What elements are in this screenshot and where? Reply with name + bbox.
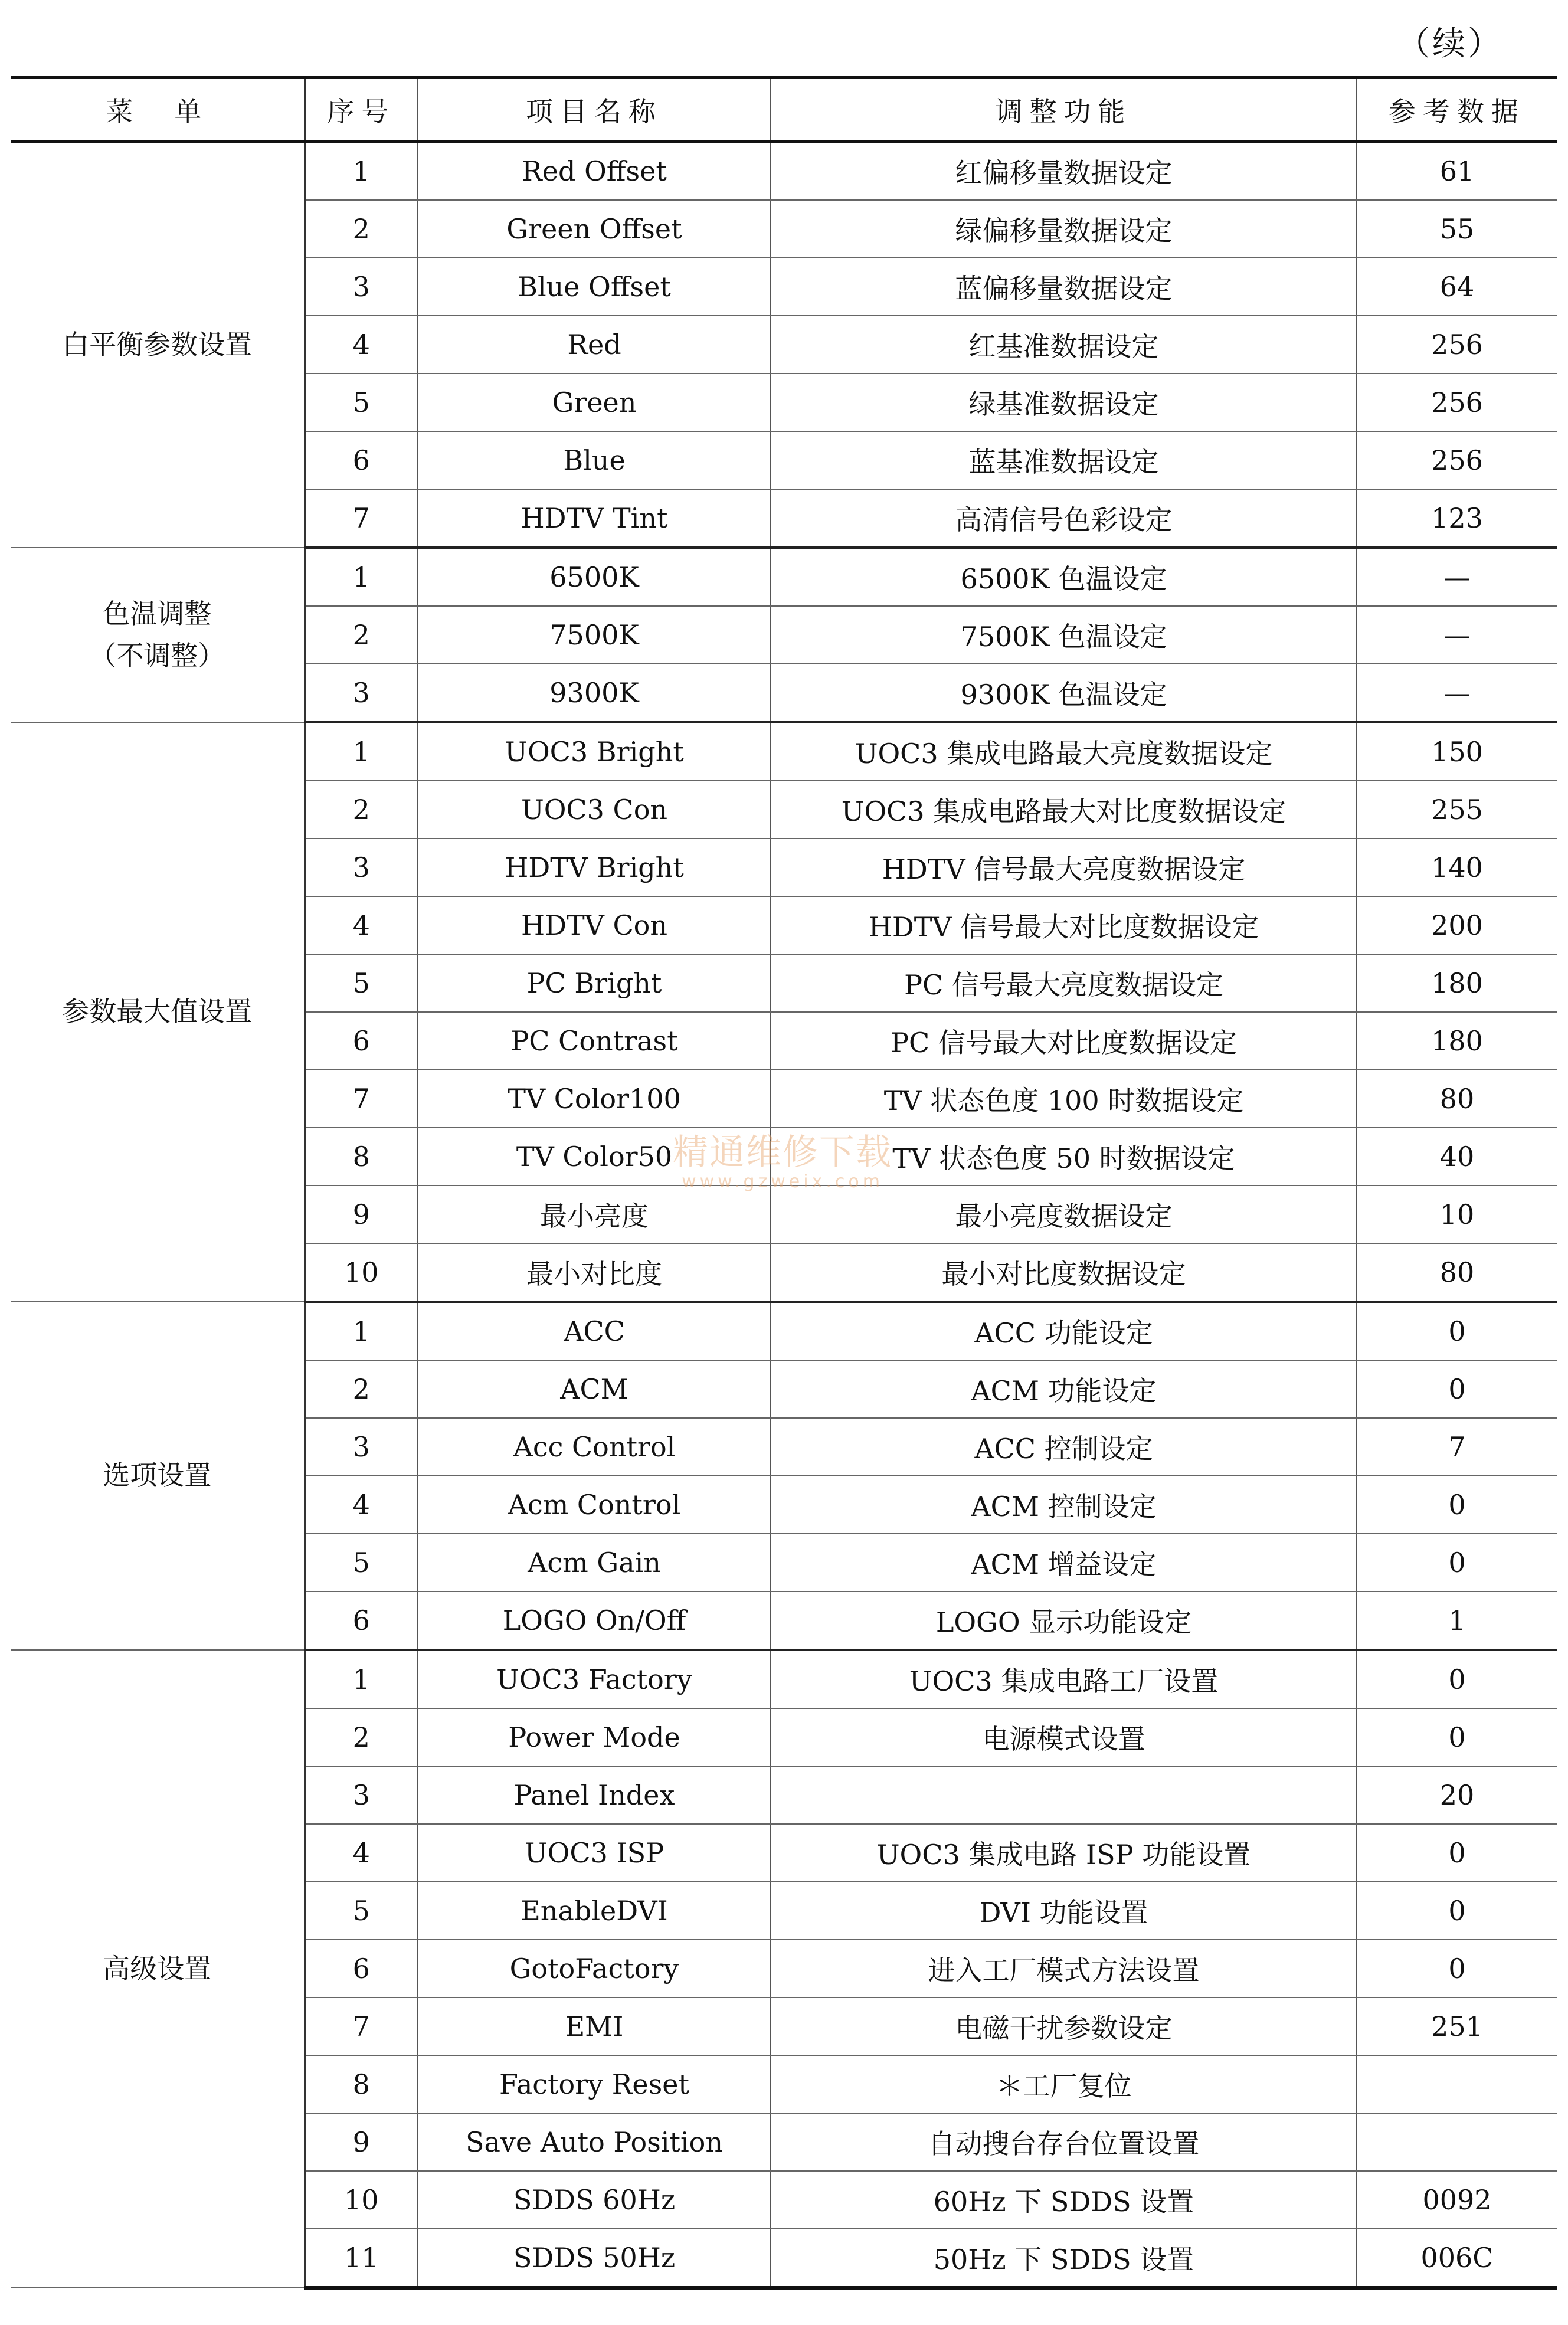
number-cell: 6 xyxy=(305,431,418,489)
item-name-cell: ACM xyxy=(418,1360,771,1418)
item-name-cell: Green Offset xyxy=(418,200,771,258)
item-name-cell: ACC xyxy=(418,1302,771,1360)
reference-cell: 140 xyxy=(1357,839,1557,896)
function-cell: UOC3 集成电路最大亮度数据设定 xyxy=(771,722,1357,781)
reference-cell: 0 xyxy=(1357,1824,1557,1882)
function-cell: 红基准数据设定 xyxy=(771,316,1357,374)
item-name-cell: UOC3 Con xyxy=(418,781,771,839)
reference-cell: 256 xyxy=(1357,316,1557,374)
function-cell: ＊工厂复位 xyxy=(771,2055,1357,2113)
number-cell: 5 xyxy=(305,1882,418,1940)
reference-cell: 0 xyxy=(1357,1534,1557,1592)
menu-cell xyxy=(11,142,305,548)
reference-cell: 0 xyxy=(1357,1302,1557,1360)
table-row xyxy=(11,548,1557,606)
function-cell: 进入工厂模式方法设置 xyxy=(771,1940,1357,1997)
function-cell: 60Hz 下 SDDS 设置 xyxy=(771,2171,1357,2229)
number-cell: 7 xyxy=(305,1070,418,1128)
number-cell: 10 xyxy=(305,1243,418,1302)
number-cell: 1 xyxy=(305,722,418,781)
reference-cell: 0 xyxy=(1357,1476,1557,1534)
function-cell: 蓝偏移量数据设定 xyxy=(771,258,1357,316)
reference-cell: 251 xyxy=(1357,1997,1557,2055)
number-cell: 5 xyxy=(305,1534,418,1592)
reference-cell: 180 xyxy=(1357,1012,1557,1070)
number-cell: 6 xyxy=(305,1592,418,1650)
menu-label: 高级设置 xyxy=(103,1952,212,1985)
item-name-cell: Acm Gain xyxy=(418,1534,771,1592)
function-cell: HDTV 信号最大对比度数据设定 xyxy=(771,896,1357,954)
function-cell: UOC3 集成电路最大对比度数据设定 xyxy=(771,781,1357,839)
function-cell: UOC3 集成电路 ISP 功能设置 xyxy=(771,1824,1357,1882)
watermark-text: 精通维修下载 xyxy=(673,1132,892,1173)
function-cell: PC 信号最大亮度数据设定 xyxy=(771,954,1357,1012)
number-cell: 3 xyxy=(305,1418,418,1476)
reference-cell: 123 xyxy=(1357,489,1557,548)
number-cell: 5 xyxy=(305,954,418,1012)
function-cell: TV 状态色度 100 时数据设定 xyxy=(771,1070,1357,1128)
function-cell: DVI 功能设置 xyxy=(771,1882,1357,1940)
table-row xyxy=(11,1650,1557,1708)
menu-label: 白平衡参数设置 xyxy=(62,328,253,361)
function-cell: LOGO 显示功能设定 xyxy=(771,1592,1357,1650)
function-cell: 7500K 色温设定 xyxy=(771,606,1357,664)
function-cell xyxy=(771,1766,1357,1824)
number-cell: 2 xyxy=(305,781,418,839)
number-cell: 10 xyxy=(305,2171,418,2229)
reference-cell: 64 xyxy=(1357,258,1557,316)
function-cell: HDTV 信号最大亮度数据设定 xyxy=(771,839,1357,896)
function-cell: ACC 功能设定 xyxy=(771,1302,1357,1360)
item-name-cell: Power Mode xyxy=(418,1708,771,1766)
item-name-cell: Blue Offset xyxy=(418,258,771,316)
number-cell: 8 xyxy=(305,2055,418,2113)
number-cell: 8 xyxy=(305,1128,418,1186)
function-cell: 6500K 色温设定 xyxy=(771,548,1357,606)
reference-cell: 200 xyxy=(1357,896,1557,954)
reference-cell: 80 xyxy=(1357,1070,1557,1128)
item-name-cell: Green xyxy=(418,374,771,431)
function-cell: 最小对比度数据设定 xyxy=(771,1243,1357,1302)
number-cell: 3 xyxy=(305,839,418,896)
reference-cell: 0 xyxy=(1357,1360,1557,1418)
item-name-cell: EnableDVI xyxy=(418,1882,771,1940)
function-cell: UOC3 集成电路工厂设置 xyxy=(771,1650,1357,1708)
item-name-cell: TV Color50 xyxy=(418,1128,771,1186)
function-cell: ACM 功能设定 xyxy=(771,1360,1357,1418)
item-name-cell: EMI xyxy=(418,1997,771,2055)
function-cell: 绿偏移量数据设定 xyxy=(771,200,1357,258)
menu-cell xyxy=(11,1650,305,2288)
reference-cell: 0092 xyxy=(1357,2171,1557,2229)
reference-cell: — xyxy=(1357,606,1557,664)
reference-cell: 40 xyxy=(1357,1128,1557,1186)
function-cell: 高清信号色彩设定 xyxy=(771,489,1357,548)
item-name-cell: HDTV Con xyxy=(418,896,771,954)
reference-cell: 0 xyxy=(1357,1708,1557,1766)
item-name-cell: 最小对比度 xyxy=(418,1243,771,1302)
function-cell: 红偏移量数据设定 xyxy=(771,142,1357,200)
number-cell: 4 xyxy=(305,316,418,374)
reference-cell: 7 xyxy=(1357,1418,1557,1476)
function-cell: ACM 增益设定 xyxy=(771,1534,1357,1592)
reference-cell: 80 xyxy=(1357,1243,1557,1302)
header-menu: 菜 单 xyxy=(11,77,305,142)
reference-cell: 0 xyxy=(1357,1650,1557,1708)
number-cell: 1 xyxy=(305,1650,418,1708)
number-cell: 7 xyxy=(305,1997,418,2055)
item-name-cell: PC Contrast xyxy=(418,1012,771,1070)
item-name-cell: Save Auto Position xyxy=(418,2113,771,2171)
number-cell: 2 xyxy=(305,606,418,664)
number-cell: 4 xyxy=(305,1824,418,1882)
item-name-cell: Acc Control xyxy=(418,1418,771,1476)
reference-cell: 180 xyxy=(1357,954,1557,1012)
number-cell: 3 xyxy=(305,1766,418,1824)
reference-cell: 61 xyxy=(1357,142,1557,200)
function-cell: 绿基准数据设定 xyxy=(771,374,1357,431)
function-cell: ACM 控制设定 xyxy=(771,1476,1357,1534)
number-cell: 4 xyxy=(305,896,418,954)
header-function: 调整功能 xyxy=(771,77,1357,142)
menu-label: 色温调整 （不调整） xyxy=(89,597,225,672)
item-name-cell: HDTV Bright xyxy=(418,839,771,896)
reference-cell: 006C xyxy=(1357,2229,1557,2288)
number-cell: 2 xyxy=(305,1360,418,1418)
number-cell: 2 xyxy=(305,200,418,258)
item-name-cell: Factory Reset xyxy=(418,2055,771,2113)
reference-cell: — xyxy=(1357,664,1557,722)
menu-cell xyxy=(11,722,305,1302)
reference-cell: 1 xyxy=(1357,1592,1557,1650)
item-name-cell: 9300K xyxy=(418,664,771,722)
menu-cell xyxy=(11,548,305,722)
number-cell: 6 xyxy=(305,1012,418,1070)
number-cell: 2 xyxy=(305,1708,418,1766)
item-name-cell: Panel Index xyxy=(418,1766,771,1824)
header-reference: 参考数据 xyxy=(1357,77,1557,142)
number-cell: 1 xyxy=(305,548,418,606)
number-cell: 9 xyxy=(305,2113,418,2171)
function-cell: PC 信号最大对比度数据设定 xyxy=(771,1012,1357,1070)
item-name-cell: HDTV Tint xyxy=(418,489,771,548)
item-name-cell: SDDS 50Hz xyxy=(418,2229,771,2288)
item-name-cell: 6500K xyxy=(418,548,771,606)
reference-cell: 55 xyxy=(1357,200,1557,258)
reference-cell: 20 xyxy=(1357,1766,1557,1824)
reference-cell xyxy=(1357,2055,1557,2113)
settings-table xyxy=(11,76,1557,2290)
function-cell: 电磁干扰参数设定 xyxy=(771,1997,1357,2055)
item-name-cell: UOC3 ISP xyxy=(418,1824,771,1882)
reference-cell: 256 xyxy=(1357,374,1557,431)
item-name-cell: Acm Control xyxy=(418,1476,771,1534)
item-name-cell: Blue xyxy=(418,431,771,489)
header-row xyxy=(11,77,1557,142)
table-row xyxy=(11,722,1557,781)
item-name-cell: SDDS 60Hz xyxy=(418,2171,771,2229)
item-name-cell: UOC3 Factory xyxy=(418,1650,771,1708)
reference-cell: — xyxy=(1357,548,1557,606)
function-cell: 最小亮度数据设定 xyxy=(771,1186,1357,1243)
number-cell: 3 xyxy=(305,258,418,316)
function-cell: 自动搜台存台位置设置 xyxy=(771,2113,1357,2171)
item-name-cell: TV Color100 xyxy=(418,1070,771,1128)
reference-cell: 0 xyxy=(1357,1940,1557,1997)
function-cell: TV 状态色度 50 时数据设定 xyxy=(771,1128,1357,1186)
reference-cell: 0 xyxy=(1357,1882,1557,1940)
number-cell: 5 xyxy=(305,374,418,431)
item-name-cell: 7500K xyxy=(418,606,771,664)
item-name-cell: PC Bright xyxy=(418,954,771,1012)
table-body xyxy=(11,142,1557,2288)
item-name-cell: Red Offset xyxy=(418,142,771,200)
item-name-cell: Red xyxy=(418,316,771,374)
item-name-cell: GotoFactory xyxy=(418,1940,771,1997)
reference-cell xyxy=(1357,2113,1557,2171)
function-cell: 电源模式设置 xyxy=(771,1708,1357,1766)
header-item-name: 项目名称 xyxy=(418,77,771,142)
function-cell: 蓝基准数据设定 xyxy=(771,431,1357,489)
number-cell: 4 xyxy=(305,1476,418,1534)
table-row xyxy=(11,1302,1557,1360)
table-row xyxy=(11,142,1557,200)
reference-cell: 150 xyxy=(1357,722,1557,781)
item-name-cell: UOC3 Bright xyxy=(418,722,771,781)
number-cell: 6 xyxy=(305,1940,418,1997)
number-cell: 3 xyxy=(305,664,418,722)
header-number: 序号 xyxy=(305,77,418,142)
function-cell: 9300K 色温设定 xyxy=(771,664,1357,722)
menu-label: 参数最大值设置 xyxy=(62,996,253,1028)
number-cell: 11 xyxy=(305,2229,418,2288)
menu-label: 选项设置 xyxy=(103,1459,212,1492)
reference-cell: 255 xyxy=(1357,781,1557,839)
continued-label: （续） xyxy=(1397,25,1503,63)
menu-cell xyxy=(11,1302,305,1650)
function-cell: 50Hz 下 SDDS 设置 xyxy=(771,2229,1357,2288)
function-cell: ACC 控制设定 xyxy=(771,1418,1357,1476)
item-name-cell: 最小亮度 xyxy=(418,1186,771,1243)
number-cell: 1 xyxy=(305,142,418,200)
number-cell: 9 xyxy=(305,1186,418,1243)
number-cell: 1 xyxy=(305,1302,418,1360)
watermark-url: www.gzweix.com xyxy=(682,1171,883,1192)
reference-cell: 10 xyxy=(1357,1186,1557,1243)
reference-cell: 256 xyxy=(1357,431,1557,489)
number-cell: 7 xyxy=(305,489,418,548)
item-name-cell: LOGO On/Off xyxy=(418,1592,771,1650)
